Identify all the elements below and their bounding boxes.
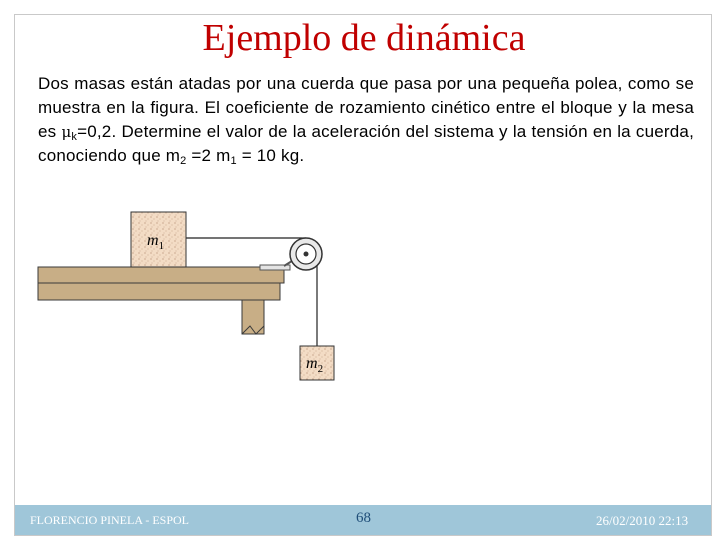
mu-symbol: μ — [61, 123, 72, 141]
mu-subscript: k — [71, 131, 78, 143]
footer-author: FLORENCIO PINELA - ESPOL — [30, 513, 190, 527]
slide-title: Ejemplo de dinámica — [202, 17, 526, 59]
footer-datetime: 26/02/2010 22:13 — [596, 513, 689, 528]
m1-subscript: 1 — [230, 155, 237, 167]
problem-text-part3: =2 m — [186, 146, 231, 165]
problem-text-part1: Dos masas están atadas por una cuerda que pasa por una pequeña polea, como se muestra en la figura. El coeficiente de rozamiento cinético entre el bloque y la mesa es — [38, 74, 694, 141]
table-apron — [38, 283, 280, 300]
block-m2-label: $m_2$ — [306, 355, 324, 375]
pulley-axle — [304, 252, 309, 257]
block-m1-label: $m_1$ — [147, 232, 165, 252]
problem-text-part4: = 10 kg. — [236, 146, 305, 165]
footer-page-number: 68 — [356, 510, 371, 526]
table-top — [38, 267, 284, 283]
problem-text-part2: =0,2. Determine el valor de la aceleración del sistema y la tensión en la cuerda, conociendo que m — [38, 122, 695, 165]
m2-subscript: 2 — [180, 155, 187, 167]
